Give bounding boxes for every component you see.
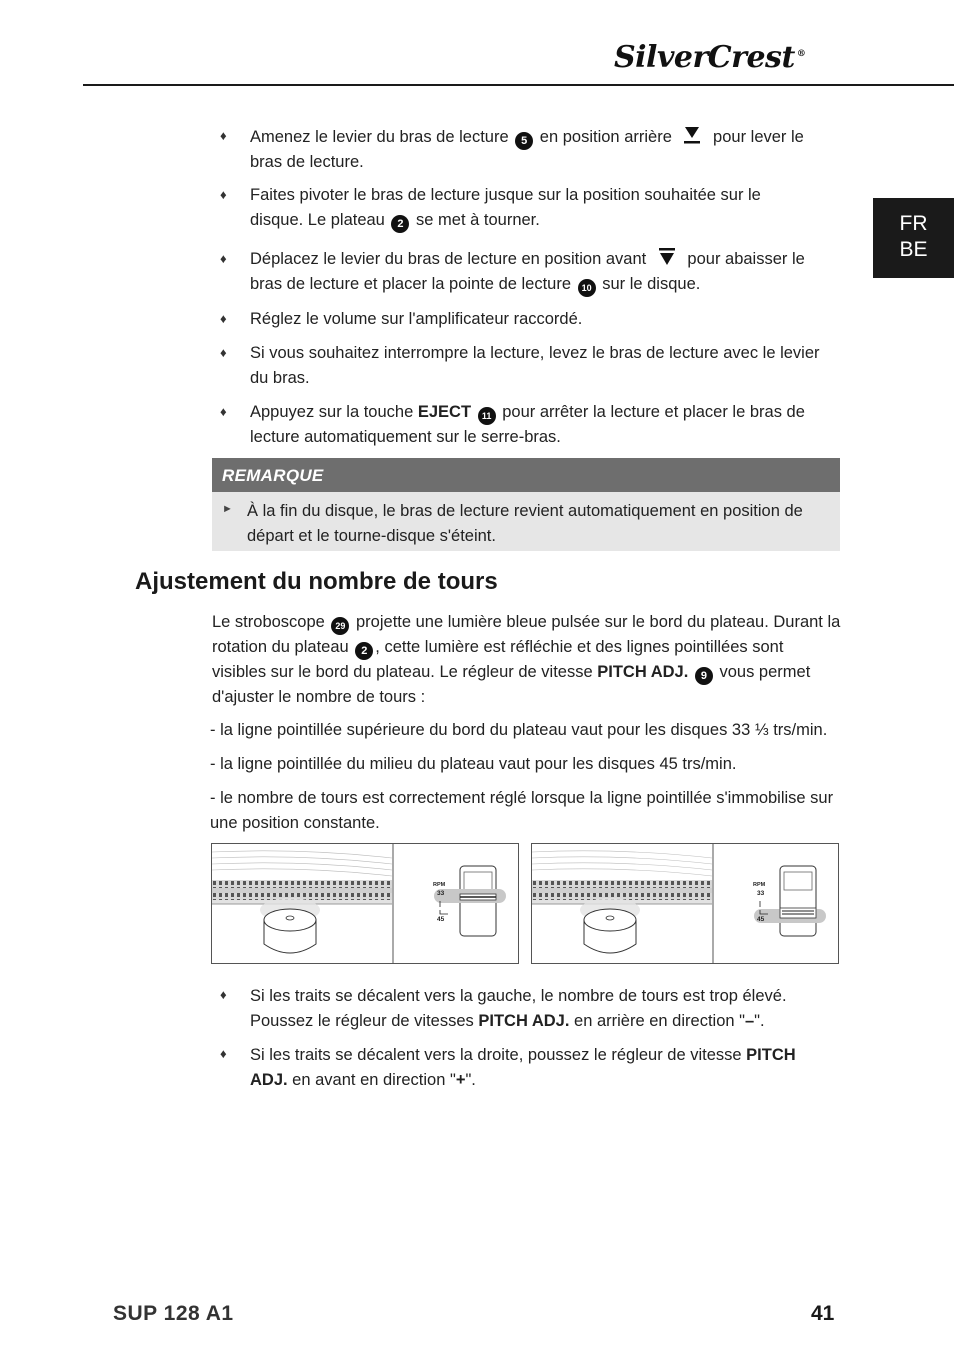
list-item: Si les traits se décalent vers la gauche, le nombre de tours est trop élevé. Poussez le régleur de vitesses PITCH ADJ. en arrière en direction "–". — [250, 987, 787, 1030]
list-item: Amenez le levier du bras de lecture 5 en position arrière pour lever le bras de lecture. — [250, 125, 820, 175]
callout-number: 29 — [331, 617, 349, 635]
strobe-figure-33 — [211, 843, 519, 964]
bullet-marker-icon: ♦ — [220, 1046, 227, 1061]
remark-text: À la fin du disque, le bras de lecture revient automatiquement en position de départ et le tourne-disque s'éteint. — [247, 502, 803, 545]
list-item: Déplacez le levier du bras de lecture en position avant pour abaisser le bras de lecture et placer la pointe de lecture 10 sur le disque. — [250, 247, 830, 297]
dash-item: - le nombre de tours est correctement réglé lorsque la ligne pointillée s'immobilise sur une position constante. — [210, 789, 834, 832]
callout-number: 5 — [515, 132, 533, 150]
page-number: 41 — [811, 1302, 835, 1325]
remark-heading: REMARQUE — [212, 458, 840, 492]
header-rule — [83, 84, 954, 86]
callout-number: 9 — [695, 667, 713, 685]
section-intro: Le stroboscope 29 projette une lumière bleue pulsée sur le bord du plateau. Durant la rotation du plateau 2 , cette lumière est réfléchie et des lignes pointillées sont visibles sur le bord du plateau. Le régleur de vitesse PITCH ADJ. 9 vous permet d'ajuster le nombre de tours : — [212, 613, 841, 706]
turntable-illustration — [532, 844, 838, 963]
section-title: Ajustement du nombre de tours — [135, 568, 498, 595]
list-item: Si les traits se décalent vers la droite, poussez le régleur de vitesse PITCH ADJ. en avant en direction "+". — [250, 1046, 796, 1089]
callout-number: 11 — [478, 407, 496, 425]
strobe-figure-45 — [531, 843, 839, 964]
bullet-marker-icon: ♦ — [220, 345, 227, 360]
bullet-marker-icon: ♦ — [220, 987, 227, 1002]
callout-number: 10 — [578, 279, 596, 297]
list-item: Si vous souhaitez interrompre la lecture, levez le bras de lecture avec le levier du bras. — [250, 344, 820, 387]
dash-item: - la ligne pointillée supérieure du bord du plateau vaut pour les disques 33 ⅓ trs/min. — [210, 721, 828, 739]
list-item: Appuyez sur la touche EJECT 11 pour arrêter la lecture et placer le bras de lecture automatiquement sur le serre-bras. — [250, 403, 805, 446]
dash-item: - la ligne pointillée du milieu du plateau vaut pour les disques 45 trs/min. — [210, 755, 737, 773]
bullet-marker-icon: ♦ — [220, 404, 227, 419]
bullet-marker-icon: ♦ — [220, 311, 227, 326]
rpm-label: RPM — [433, 882, 446, 888]
brand-logo: SilverCrest ® — [614, 40, 806, 75]
rpm-45-label: 45 — [757, 916, 765, 923]
rpm-label: RPM — [753, 882, 766, 888]
list-item: Réglez le volume sur l'amplificateur raccordé. — [250, 310, 583, 328]
bullet-marker-icon: ♦ — [220, 251, 227, 266]
bullet-marker-icon: ♦ — [220, 128, 227, 143]
rpm-33-label: 33 — [437, 890, 445, 897]
bullet-marker-icon: ♦ — [220, 187, 227, 202]
lever-up-icon — [682, 125, 702, 145]
lever-down-icon — [657, 247, 677, 267]
rpm-45-label: 45 — [437, 916, 445, 923]
list-item: Faites pivoter le bras de lecture jusque sur la position souhaitée sur le disque. Le plateau 2 se met à tourner. — [250, 183, 810, 233]
language-tab: FR BE — [873, 198, 954, 278]
footer-model: SUP 128 A1 — [113, 1302, 234, 1325]
turntable-illustration — [212, 844, 518, 963]
pointer-arrow-icon: ► — [222, 503, 233, 515]
callout-number: 2 — [355, 642, 373, 660]
callout-number: 2 — [391, 215, 409, 233]
rpm-33-label: 33 — [757, 890, 765, 897]
